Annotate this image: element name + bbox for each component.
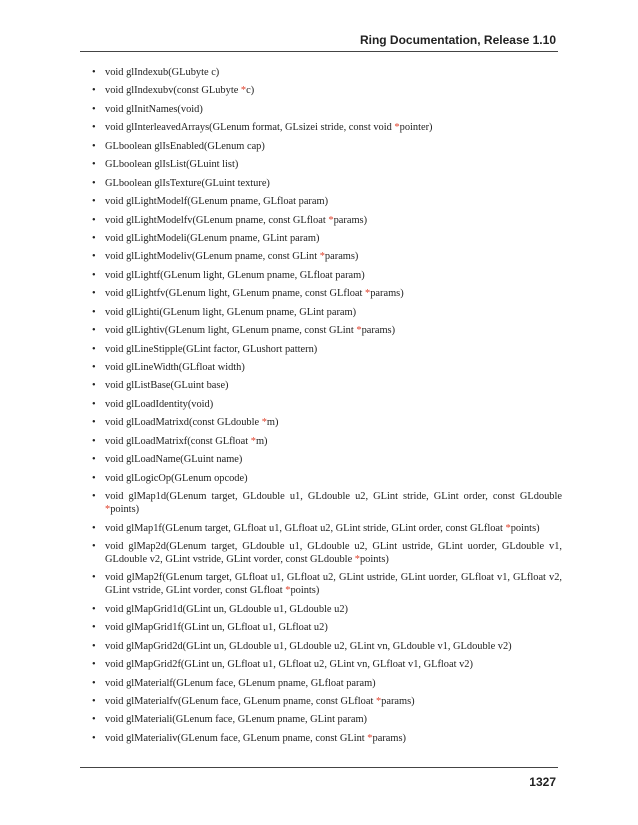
signature-text-tail: m) <box>266 417 279 429</box>
list-item <box>92 250 562 263</box>
pointer-asterisk: * <box>505 522 511 534</box>
list-item <box>92 232 562 245</box>
signature-text: void glLightf(GLenum light, GLenum pname, GLfloat param) <box>105 269 365 281</box>
signature-text-tail: m) <box>255 435 268 447</box>
list-item <box>92 490 562 516</box>
signature-text: void glMapGrid2f(GLint un, GLfloat u1, GLfloat u2, GLint vn, GLfloat v1, GLfloat v2) <box>105 659 473 671</box>
signature-text: void glMaterialf(GLenum face, GLenum pname, GLfloat param) <box>105 677 376 689</box>
list-item <box>92 732 562 745</box>
list-item <box>92 695 562 708</box>
signature-text: void glLoadMatrixd(const GLdouble <box>105 417 262 429</box>
list-item <box>92 177 562 190</box>
list-item <box>92 140 562 153</box>
pointer-asterisk: * <box>375 696 382 707</box>
signature-text: void glMap2d(GLenum target, GLdouble u1, GLdouble u2, GLint ustride, GLint uorder, GLdouble v1, GLdouble v2, GLint vstride, GLint vorder, const GLdouble <box>105 540 562 565</box>
signature-text: void glMateriali(GLenum face, GLenum pname, GLint param) <box>105 714 367 726</box>
signature-text-tail: pointer) <box>399 122 433 134</box>
list-item <box>92 158 562 171</box>
list-item <box>92 658 562 671</box>
list-item <box>92 713 562 726</box>
list-item <box>92 195 562 208</box>
list-item <box>92 324 562 337</box>
signature-text: void glLightModeli(GLenum pname, GLint param) <box>105 232 320 244</box>
pointer-asterisk: * <box>285 585 291 597</box>
signature-text: void glLineStipple(GLint factor, GLushort pattern) <box>105 343 318 355</box>
signature-text: void glInterleavedArrays(GLenum format, GLsizei stride, const void <box>105 122 395 134</box>
signature-text: void glLoadIdentity(void) <box>105 398 214 410</box>
signature-text: void glMapGrid2d(GLint un, GLdouble u1, GLdouble u2, GLint vn, GLdouble v1, GLdouble v2) <box>105 640 512 652</box>
pointer-asterisk: * <box>354 553 360 565</box>
signature-text-tail: params) <box>333 214 368 226</box>
signature-text-tail: params) <box>370 288 404 300</box>
list-item <box>92 66 562 79</box>
signature-text: void glIndexub(GLubyte c) <box>105 67 220 78</box>
list-item <box>92 379 562 392</box>
pointer-asterisk: * <box>250 435 256 447</box>
pointer-asterisk: * <box>365 288 371 300</box>
list-item <box>92 640 562 653</box>
signature-text: void glIndexubv(const GLubyte <box>105 85 241 97</box>
pointer-asterisk: * <box>105 504 111 516</box>
signature-text-tail: params) <box>361 325 396 337</box>
signature-text-tail: points) <box>290 585 320 597</box>
signature-text: void glMap1f(GLenum target, GLfloat u1, GLfloat u2, GLint stride, GLint order, const GLfloat <box>105 522 506 534</box>
function-list <box>92 66 562 750</box>
list-item <box>92 214 562 227</box>
pointer-asterisk: * <box>261 417 267 429</box>
pointer-asterisk: * <box>319 251 325 263</box>
running-header: Ring Documentation, Release 1.10 <box>359 33 556 47</box>
list-item <box>92 103 562 116</box>
signature-text: void glLoadMatrixf(const GLfloat <box>105 435 251 447</box>
signature-text: void glMapGrid1f(GLint un, GLfloat u1, GLfloat u2) <box>105 622 328 634</box>
pointer-asterisk: * <box>356 325 362 337</box>
footer-rule <box>80 767 558 768</box>
signature-text-tail: c) <box>246 85 255 97</box>
list-item <box>92 287 562 300</box>
signature-text: void glMaterialiv(GLenum face, GLenum pname, const GLint <box>105 732 368 744</box>
list-item <box>92 416 562 429</box>
signature-text: void glLightModelf(GLenum pname, GLfloat param) <box>105 196 329 208</box>
pointer-asterisk: * <box>367 732 373 744</box>
list-item <box>92 121 562 134</box>
list-item <box>92 453 562 466</box>
signature-text: void glMap1d(GLenum target, GLdouble u1, GLdouble u2, GLint stride, GLint order, const GLdouble <box>105 491 562 503</box>
list-item <box>92 398 562 411</box>
list-item <box>92 472 562 485</box>
signature-text: void glLightModeliv(GLenum pname, const GLint <box>105 251 320 263</box>
signature-text: void glMapGrid1d(GLint un, GLdouble u1, GLdouble u2) <box>105 603 348 615</box>
signature-text: void glLightModelfv(GLenum pname, const GLfloat <box>105 214 329 226</box>
list-item <box>92 84 562 97</box>
signature-text-tail: points) <box>110 504 140 516</box>
list-item <box>92 571 562 597</box>
signature-text: void glMap2f(GLenum target, GLfloat u1, GLfloat u2, GLint ustride, GLint uorder, GLfloat v1, GLfloat v2, GLint vstride, GLint vorder, const GLfloat <box>105 572 562 597</box>
signature-text: void glListBase(GLuint base) <box>105 380 229 392</box>
page-number: 1327 <box>529 775 556 789</box>
pointer-asterisk: * <box>328 214 334 226</box>
signature-text: void glLoadName(GLuint name) <box>105 454 243 466</box>
list-item <box>92 540 562 566</box>
signature-text: void glLightfv(GLenum light, GLenum pname, const GLfloat <box>105 288 366 300</box>
header-rule <box>80 51 558 52</box>
signature-text: GLboolean glIsList(GLuint list) <box>105 159 239 171</box>
list-item <box>92 621 562 634</box>
list-item <box>92 361 562 374</box>
signature-text: GLboolean glIsEnabled(GLenum cap) <box>105 140 265 152</box>
signature-text-tail: params) <box>381 696 415 707</box>
signature-text: void glInitNames(void) <box>105 103 203 115</box>
signature-text: void glLogicOp(GLenum opcode) <box>105 472 248 484</box>
signature-text: GLboolean glIsTexture(GLuint texture) <box>105 177 270 189</box>
signature-text: void glLineWidth(GLfloat width) <box>105 362 245 373</box>
list-item <box>92 435 562 448</box>
signature-text: void glLightiv(GLenum light, GLenum pname, const GLint <box>105 325 357 337</box>
signature-text-tail: points) <box>359 553 389 565</box>
pointer-asterisk: * <box>394 122 400 134</box>
signature-text-tail: params) <box>324 251 359 263</box>
list-item <box>92 269 562 282</box>
pointer-asterisk: * <box>240 85 247 97</box>
list-item <box>92 343 562 356</box>
signature-text-tail: params) <box>372 732 406 744</box>
signature-text: void glMaterialfv(GLenum face, GLenum pname, const GLfloat <box>105 696 376 707</box>
list-item <box>92 306 562 319</box>
list-item <box>92 603 562 616</box>
signature-text-tail: points) <box>510 522 540 534</box>
signature-text: void glLighti(GLenum light, GLenum pname, GLint param) <box>105 306 357 318</box>
list-item <box>92 677 562 690</box>
list-item <box>92 522 562 535</box>
